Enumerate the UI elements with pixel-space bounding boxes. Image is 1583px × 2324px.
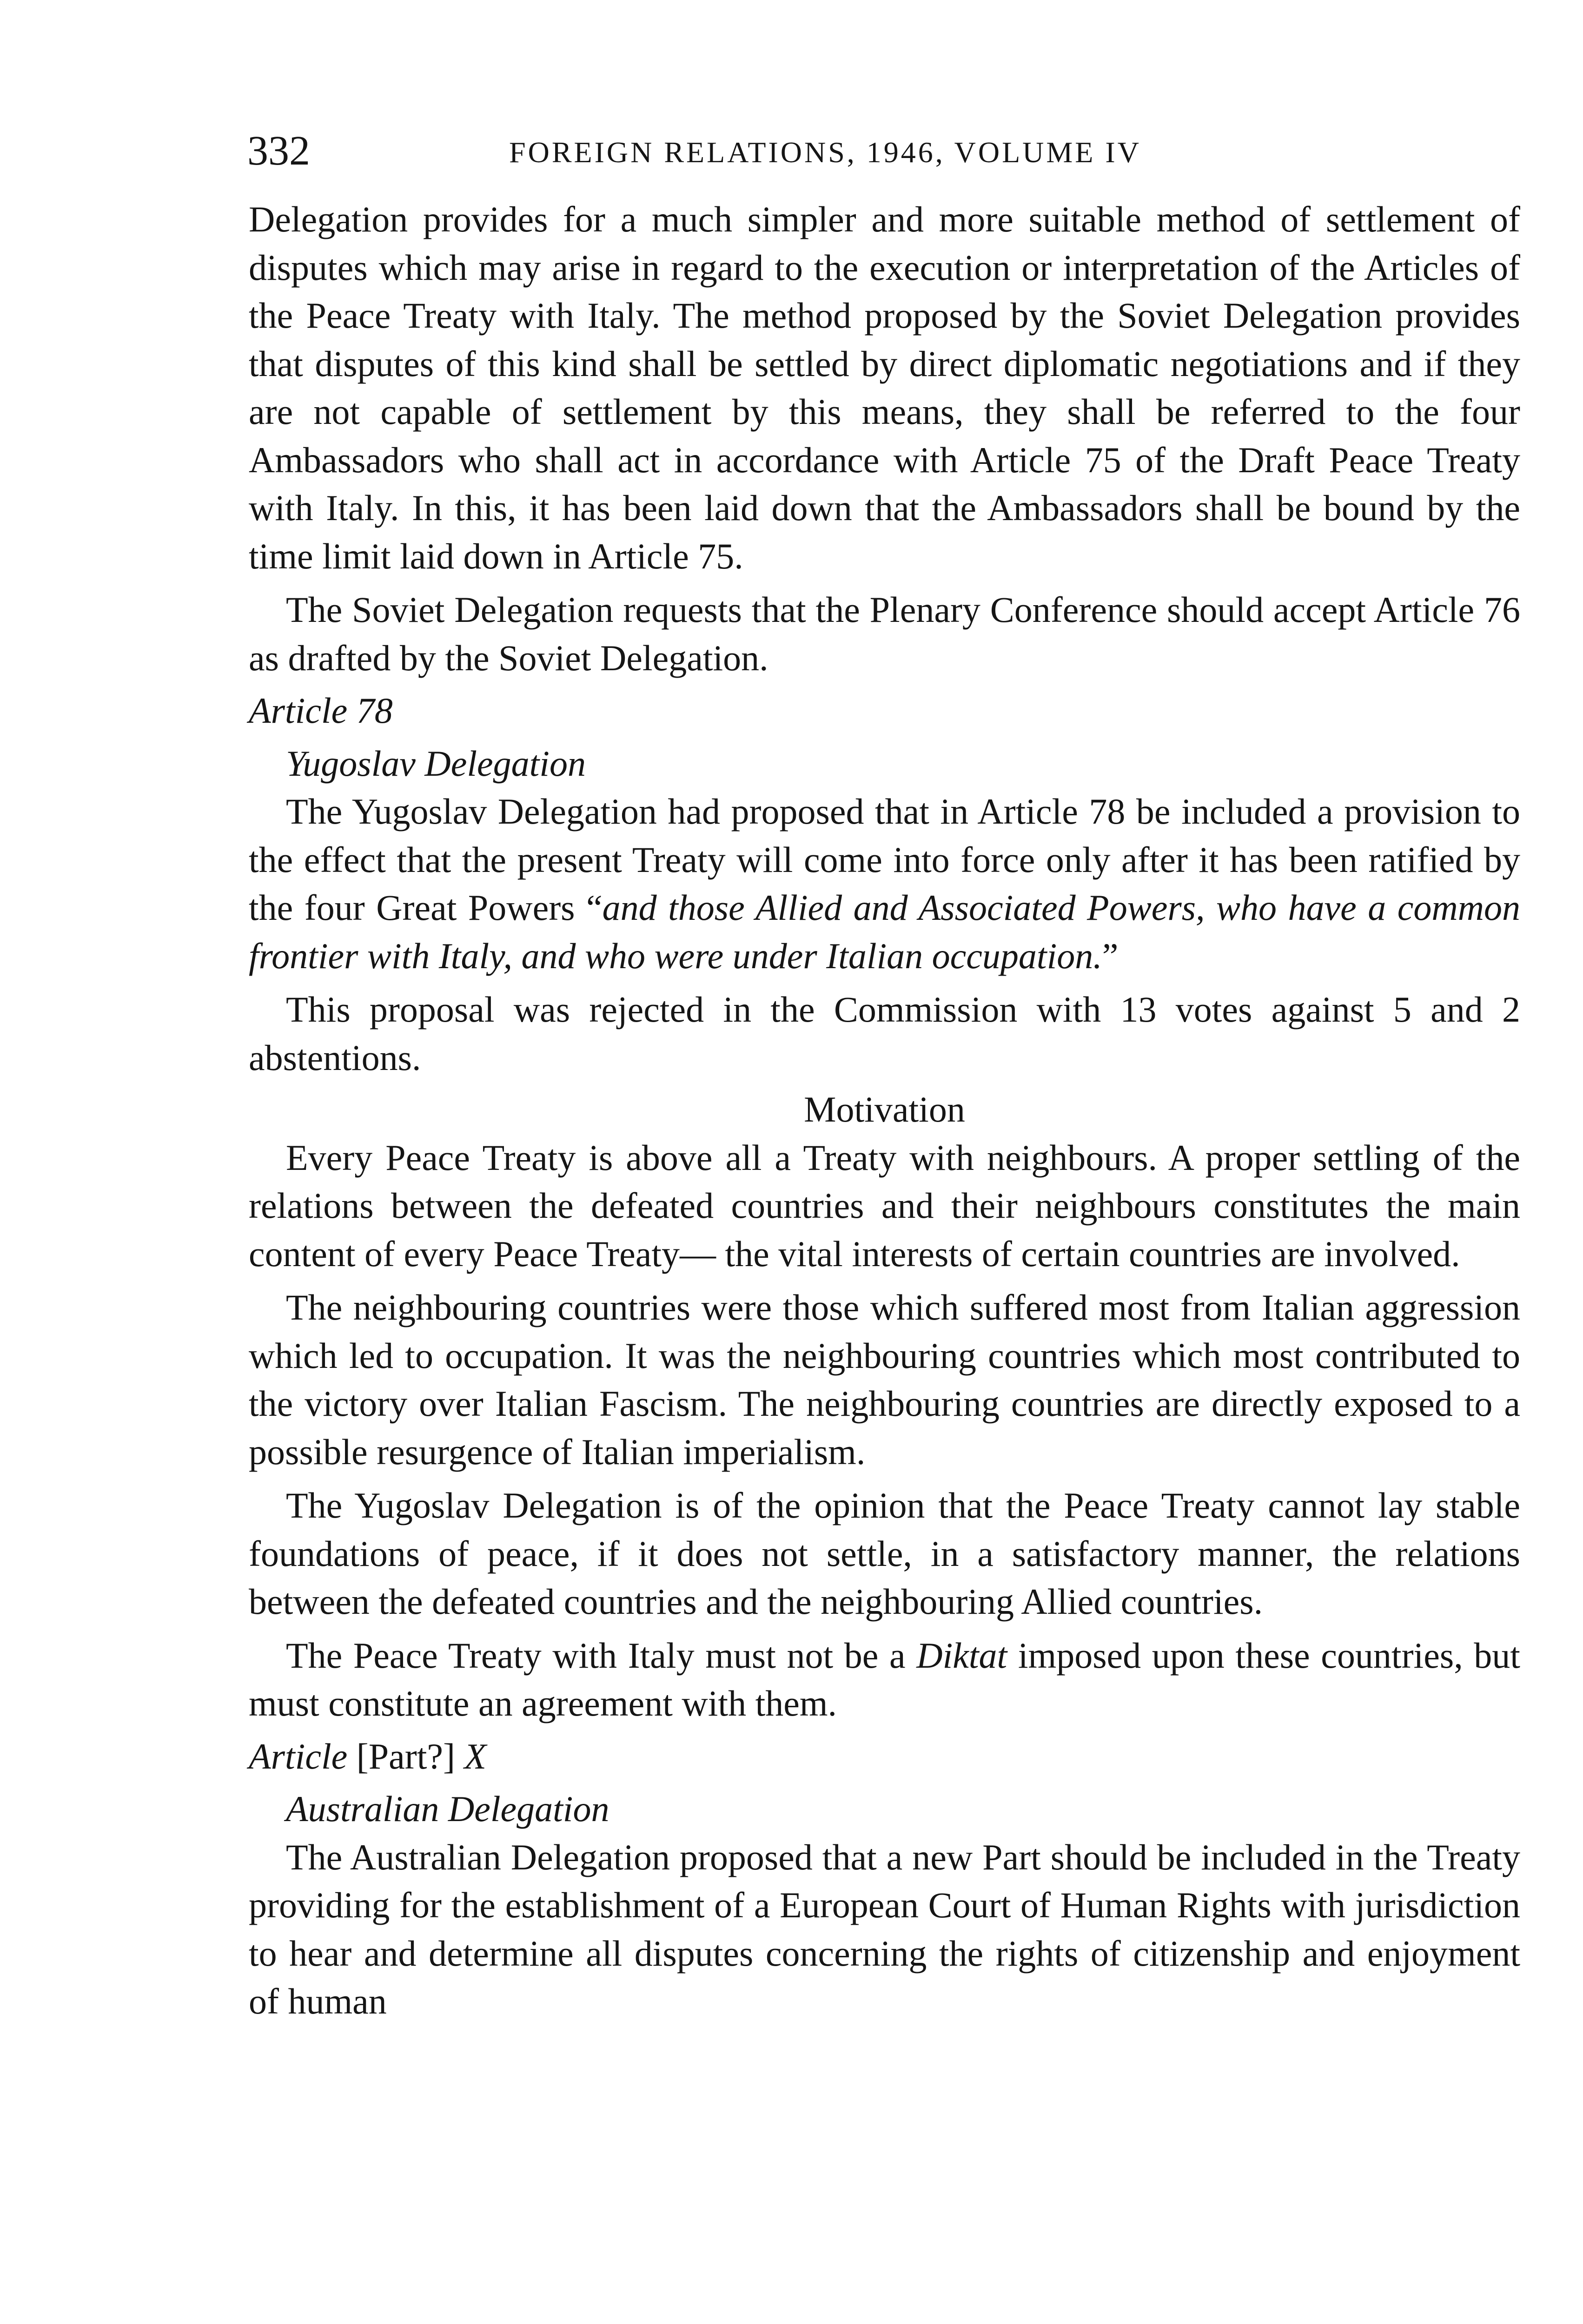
running-title: FOREIGN RELATIONS, 1946, VOLUME IV [509,136,1141,169]
paragraph-soviet-request: The Soviet Delegation requests that the Plenary Conference should accept Article 76 as drafted by the Soviet Delegation. [249,589,1520,678]
paragraph-diktat-start: The Peace Treaty with Italy must not be a [286,1635,917,1676]
page-number: 332 [247,128,310,174]
paragraph-diktat-end: imposed upon these countries, but must constitute an agreement with them. [249,1635,1520,1723]
paragraph-yugoslav-proposal-end: ” [1102,935,1119,976]
heading-motivation: Motivation [804,1089,965,1129]
heading-part-bracket: [Part?] [356,1736,455,1776]
paragraph-australian-proposal: The Australian Delegation proposed that a new Part should be included in the Treaty providing for the establishment of a European Court of Human Rights with jurisdiction to hear and determine all disputes concerning the rights of citizenship and enjoyment of human [249,1836,1520,2021]
paragraph-diktat-italic: Diktat [916,1635,1007,1676]
heading-article-78: Article 78 [249,690,393,731]
paragraph-yugoslav-opinion: The Yugoslav Delegation is of the opinion that the Peace Treaty cannot lay stable foundations of peace, if it does not settle, in a satisfactory manner, the relations between the defeated countries and the neighbouring Allied countries. [249,1485,1520,1622]
heading-yugoslav-delegation: Yugoslav Delegation [286,743,586,784]
paragraph-neighbouring-countries: The neighbouring countries were those which suffered most from Italian aggression which led to occupation. It was the neighbouring countries which most contributed to the victory over Italian Fascism. The neighbouring countries are directly exposed to a possible resurgence of Italian imperialism. [249,1287,1520,1472]
paragraph-yugoslav-proposal-start: The Yugoslav Delegation had proposed that in Article 78 be included a provision to the effect that the present Treaty will come into force only after it has been ratified by the four Great Powers “ [249,791,1520,928]
heading-australian-delegation: Australian Delegation [286,1789,609,1829]
paragraph-yugoslav-proposal [249,787,1520,980]
paragraph-yugoslav-proposal-quote: and those Allied and Associated Powers, who have a common frontier with Italy, and who were under Italian occupation. [249,887,1520,976]
heading-part-x: X [464,1736,487,1776]
running-head [249,123,1520,179]
heading-article-part-x [249,1732,1520,1781]
document-page [249,123,1520,2026]
paragraph-diktat [249,1631,1520,1728]
heading-article-word: Article [249,1736,348,1776]
paragraph-peace-treaty-neighbours: Every Peace Treaty is above all a Treaty with neighbours. A proper settling of the relations between the defeated countries and their neighbours constitutes the main content of every Peace Treaty— the vital interests of certain countries are involved. [249,1137,1520,1274]
paragraph-soviet-method: Delegation provides for a much simpler and more suitable method of settlement of disputes which may arise in regard to the execution or interpretation of the Articles of the Peace Treaty with Italy. The method proposed by the Soviet Delegation provides that disputes of this kind shall be settled by direct diplomatic negotiations and if they are not capable of settlement by this means, they shall be referred to the four Ambassadors who shall act in accordance with Article 75 of the Draft Peace Treaty with Italy. In this, it has been laid down that the Ambassadors shall be bound by the time limit laid down in Article 75. [249,199,1520,576]
paragraph-commission-vote: This proposal was rejected in the Commission with 13 votes against 5 and 2 abstentions. [249,989,1520,1078]
